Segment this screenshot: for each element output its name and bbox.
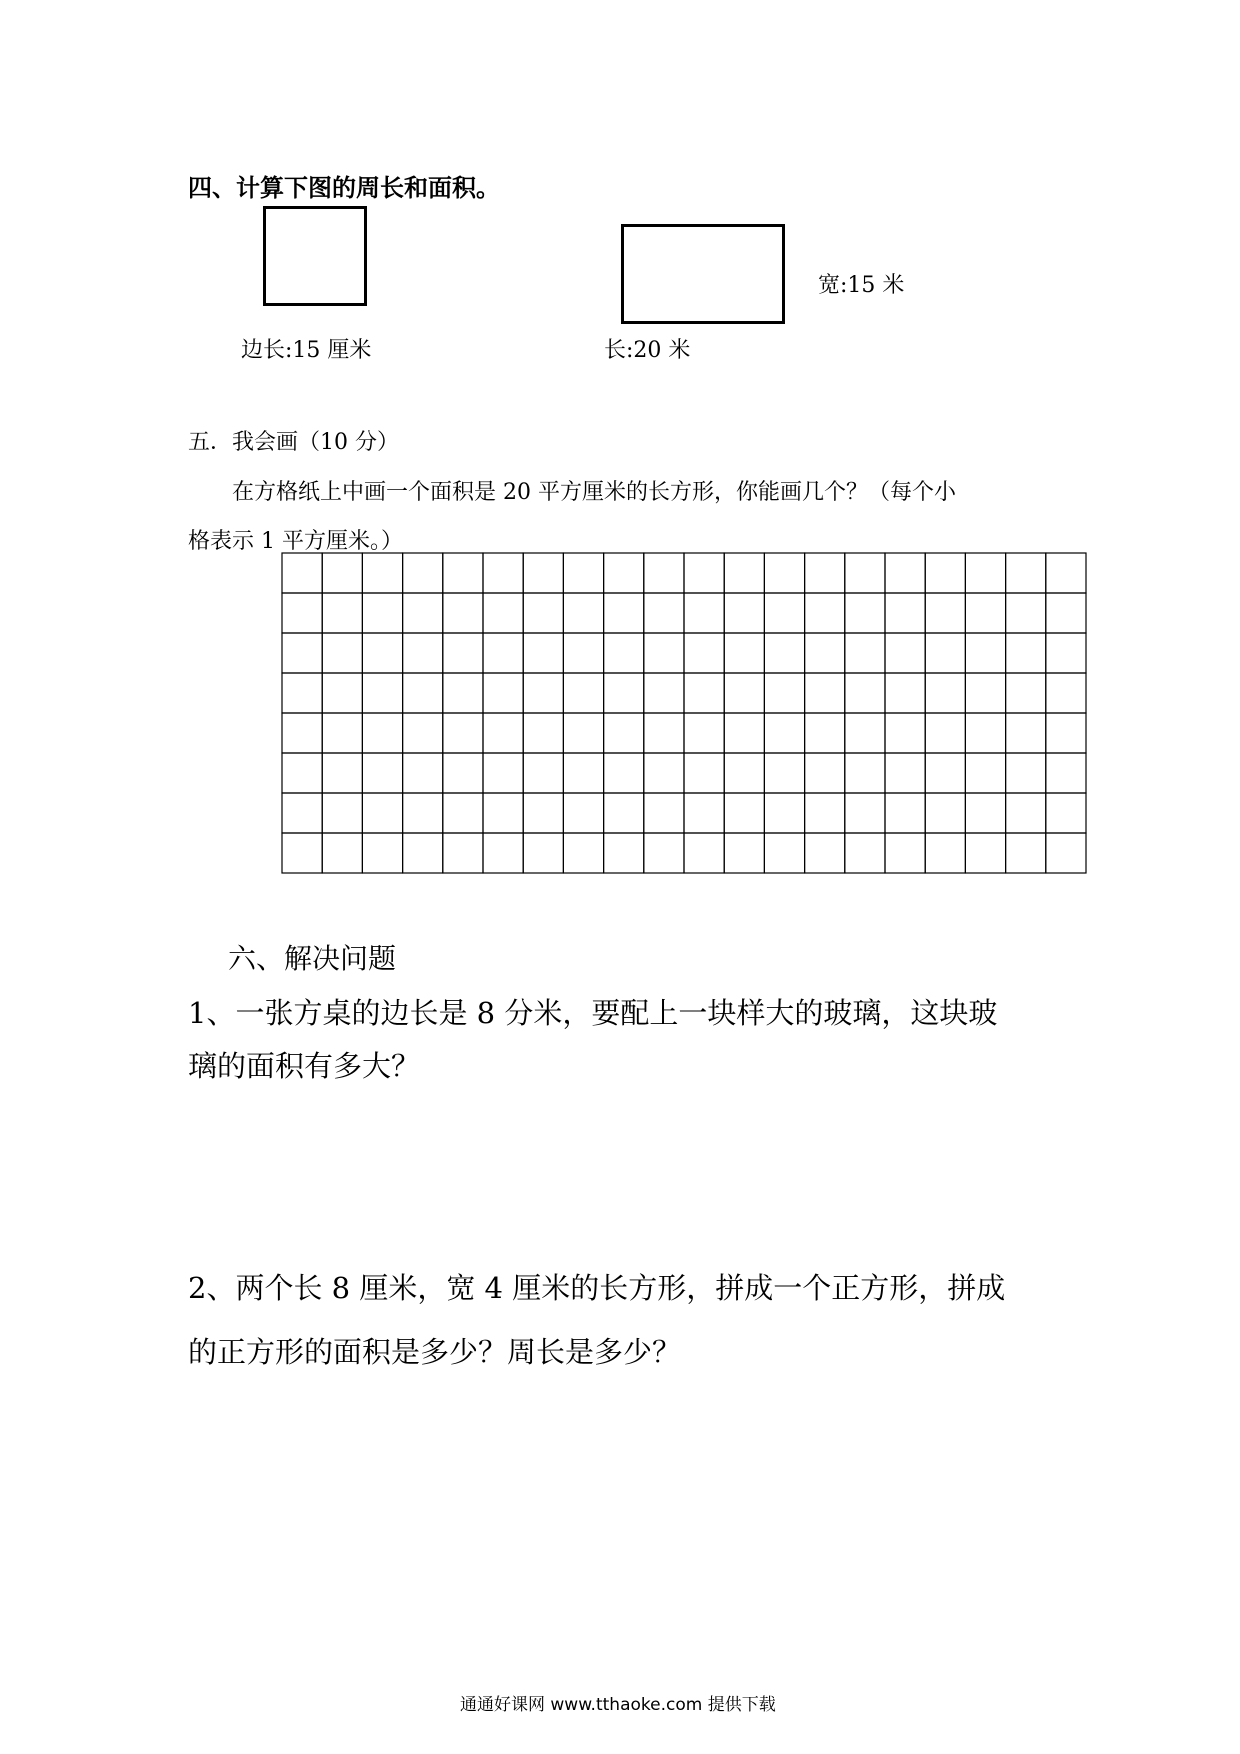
grid-cell [403,833,443,873]
grid-cell [965,593,1005,633]
grid-cell [965,793,1005,833]
grid-cell [965,553,1005,593]
grid-cell [925,793,965,833]
grid-cell [483,833,523,873]
grid-cell [282,713,322,753]
grid-cell [1046,593,1086,633]
grid-cell [322,713,362,753]
grid-cell [644,713,684,753]
grid-cell [845,633,885,673]
grid-cell [925,553,965,593]
grid-cell [523,713,563,753]
grid-cell [885,633,925,673]
grid-cell [724,633,764,673]
grid-cell [684,553,724,593]
grid-cell [604,793,644,833]
grid-cell [1046,633,1086,673]
grid-cell [764,673,804,713]
grid-cell [523,753,563,793]
grid-cell [845,833,885,873]
grid-cell [724,793,764,833]
grid-cell [604,753,644,793]
grid-cell [845,713,885,753]
grid-cell [925,633,965,673]
grid-cell [604,633,644,673]
grid-cell [1006,593,1046,633]
grid-cell [322,593,362,633]
grid-cell [1046,753,1086,793]
grid-cell [523,633,563,673]
grid-cell [362,713,402,753]
grid-cell [724,713,764,753]
grid-cell [362,673,402,713]
grid-cell [604,593,644,633]
grid-cell [764,713,804,753]
grid-cell [764,833,804,873]
grid-cell [282,633,322,673]
section-6-title: 六、解决问题 [228,942,397,975]
grid-cell [684,833,724,873]
section-5-title: 五．我会画（10 分） [188,430,399,455]
grid-cell [885,833,925,873]
grid-cell [403,753,443,793]
grid-cell [845,793,885,833]
grid-cell [764,633,804,673]
grid-cell [322,553,362,593]
grid-cell [362,633,402,673]
grid-cell [965,633,1005,673]
section-5-instruction-line-1: 在方格纸上中画一个面积是 20 平方厘米的长方形，你能画几个？（每个小 [232,480,956,505]
grid-cell [644,553,684,593]
grid-cell [684,793,724,833]
grid-cell [644,793,684,833]
grid-cell [443,833,483,873]
grid-cell [282,673,322,713]
grid-cell [443,673,483,713]
section-5-instruction-line-2: 格表示 1 平方厘米。） [188,529,403,554]
grid-cell [724,593,764,633]
grid-cell [1046,833,1086,873]
grid-cell [443,553,483,593]
grid-cell [563,593,603,633]
grid-cell [845,673,885,713]
grid-cell [845,553,885,593]
grid-cell [483,673,523,713]
grid-cell [925,833,965,873]
question-1-line-1: 1、一张方桌的边长是 8 分米，要配上一块样大的玻璃，这块玻 [188,996,998,1030]
grid-cell [282,593,322,633]
grid-cell [322,673,362,713]
grid-cell [805,713,845,753]
grid-cell [885,753,925,793]
grid-cell [523,793,563,833]
square-grid-paper [281,552,1087,874]
grid-cell [885,793,925,833]
grid-cell [483,593,523,633]
grid-cell [483,633,523,673]
grid-cell [965,713,1005,753]
grid-cell [724,553,764,593]
grid-cell [563,793,603,833]
grid-cell [925,753,965,793]
grid-cell [523,593,563,633]
grid-cell [1006,553,1046,593]
grid-cell [362,553,402,593]
grid-cell [604,673,644,713]
grid-cell [644,833,684,873]
grid-cell [563,673,603,713]
grid-cell [1006,753,1046,793]
grid-cell [644,593,684,633]
grid-cell [805,593,845,633]
grid-cell [965,753,1005,793]
grid-cell [483,753,523,793]
grid-cell [443,633,483,673]
grid-cell [1046,673,1086,713]
grid-cell [563,633,603,673]
square-side-label: 边长:15 厘米 [241,338,372,363]
grid-cell [644,633,684,673]
grid-cell [1006,793,1046,833]
grid-cell [604,833,644,873]
grid-cell [684,593,724,633]
grid-cell [1006,673,1046,713]
grid-cell [1006,833,1046,873]
grid-cell [1006,713,1046,753]
grid-cell [805,753,845,793]
rectangle-width-label: 宽:15 米 [818,273,905,298]
grid-cell [1006,633,1046,673]
grid-cell [563,713,603,753]
grid-cell [885,593,925,633]
grid-cell [885,713,925,753]
grid-cell [443,593,483,633]
grid-cell [885,673,925,713]
grid-cell [845,593,885,633]
question-2-line-1: 2、两个长 8 厘米，宽 4 厘米的长方形，拼成一个正方形，拼成 [188,1271,1006,1305]
grid-cell [764,593,804,633]
grid-cell [443,713,483,753]
grid-cell [403,553,443,593]
grid-cell [403,793,443,833]
grid-cell [523,833,563,873]
grid-cell [322,753,362,793]
grid-cell [925,713,965,753]
rectangle-length-label: 长:20 米 [604,338,691,363]
grid-cell [403,673,443,713]
grid-cell [523,553,563,593]
grid-cell [282,793,322,833]
grid-cell [925,593,965,633]
grid-cell [563,753,603,793]
grid-cell [644,753,684,793]
grid-cell [644,673,684,713]
grid-cell [403,633,443,673]
grid-cell [483,713,523,753]
grid-cell [724,673,764,713]
grid-cell [362,753,402,793]
grid-cell [684,633,724,673]
grid-cell [805,833,845,873]
footer-credit: 通通好课网 www.tthaoke.com 提供下载 [460,1695,776,1715]
section-4-title: 四、计算下图的周长和面积。 [188,173,500,202]
grid-cell [443,753,483,793]
grid-cell [684,713,724,753]
grid-cell [684,753,724,793]
grid-cell [362,593,402,633]
grid-cell [764,753,804,793]
grid-cell [282,553,322,593]
grid-cell [1046,713,1086,753]
grid-cell [322,833,362,873]
grid-cell [805,673,845,713]
grid-cell [1046,553,1086,593]
grid-cell [764,553,804,593]
grid-cell [563,553,603,593]
grid-cell [805,553,845,593]
grid-cell [322,793,362,833]
grid-cell [282,753,322,793]
grid-cell [282,833,322,873]
rectangle-figure [621,224,785,324]
grid-cell [684,673,724,713]
grid-cell [483,793,523,833]
grid-cell [724,753,764,793]
grid-cell [483,553,523,593]
grid-cell [604,713,644,753]
grid-cell [1046,793,1086,833]
square-figure [263,206,367,306]
grid-cell [362,833,402,873]
grid-cell [322,633,362,673]
grid-cell [563,833,603,873]
grid-cell [965,833,1005,873]
grid-cell [965,673,1005,713]
grid-cell [925,673,965,713]
grid-cell [362,793,402,833]
grid-cell [724,833,764,873]
grid-cell [764,793,804,833]
grid-cell [604,553,644,593]
grid-cell [403,713,443,753]
grid-cell [523,673,563,713]
question-1-line-2: 璃的面积有多大？ [188,1049,421,1083]
grid-cell [845,753,885,793]
grid-cell [885,553,925,593]
grid-cell [805,793,845,833]
grid-cell [403,593,443,633]
question-2-line-2: 的正方形的面积是多少？周长是多少？ [188,1335,682,1369]
grid-cell [443,793,483,833]
grid-cell [805,633,845,673]
